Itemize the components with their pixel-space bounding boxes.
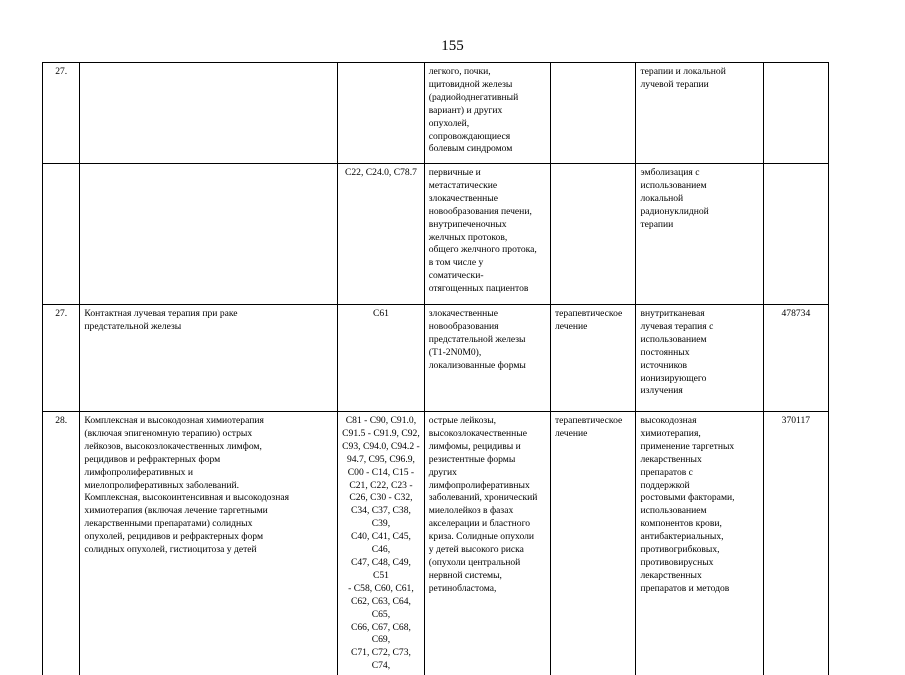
cost-cell <box>763 164 828 305</box>
row-number-cell <box>43 164 80 305</box>
procedure-name-cell <box>80 63 338 164</box>
procedure-name-cell: Комплексная и высокодозная химиотерапия (включая эпигеномную терапию) острых лейкозов, высокозлокачественных лимфом, рецидивов и рефрактерных форм лимфопролиферативных и миелопролиферативных заболеваний. Комплексная, высокоинтенсивная и высокодозная химиотерапия (включая лечение таргетными лекарственными препаратами) солидных опухолей, рецидивов и рефрактерных форм солидных опухолей, гистиоцитоза у детей <box>80 412 338 675</box>
treatment-type-cell: терапевтическое лечение <box>550 412 636 675</box>
row-number-cell: 27. <box>43 305 80 412</box>
medical-care-table <box>42 62 829 675</box>
row-number-cell: 28. <box>43 412 80 675</box>
table-row <box>43 164 829 305</box>
table-row <box>43 63 829 164</box>
treatment-type-cell: терапевтическое лечение <box>550 305 636 412</box>
treatment-method-cell: терапии и локальной лучевой терапии <box>636 63 763 164</box>
icd-codes-cell: C61 <box>338 305 425 412</box>
cost-cell <box>763 63 828 164</box>
procedure-name-cell <box>80 164 338 305</box>
disease-model-cell: острые лейкозы, высокозлокачественные лимфомы, рецидивы и резистентные формы других лимфопролиферативных заболеваний, хронический миелолейкоз в фазах акселерации и бластного криза. Солидные опухоли у детей высокого риска (опухоли центральной нервной системы, ретинобластома, <box>424 412 550 675</box>
icd-codes-cell: C81 - C90, C91.0, C91.5 - C91.9, C92, C93, C94.0, C94.2 - 94.7, C95, C96.9, C00 - C14, C15 - C21, C22, C23 - C26, C30 - C32, C34, C37, C38, C39, C40, C41, C45, C46, C47, C48, C49, C51 - C58, C60, C61, C62, C63, C64, C65, C66, C67, C68, C69, C71, C72, C73, C74, <box>338 412 425 675</box>
cost-cell: 370117 <box>763 412 828 675</box>
disease-model-cell: злокачественные новообразования предстательной железы (T1-2N0M0), локализованные формы <box>424 305 550 412</box>
disease-model-cell: первичные и метастатические злокачественные новообразования печени, внутрипеченочных желчных протоков, общего желчного протока, в том числе у соматически- отягощенных пациентов <box>424 164 550 305</box>
table-row <box>43 412 829 675</box>
treatment-type-cell <box>550 63 636 164</box>
treatment-method-cell: высокодозная химиотерапия, применение таргетных лекарственных препаратов с поддержкой ростовыми факторами, использованием компонентов крови, антибактериальных, противогрибковых, противовирусных лекарственных препаратов и методов <box>636 412 763 675</box>
treatment-method-cell: эмболизация с использованием локальной радионуклидной терапии <box>636 164 763 305</box>
disease-model-cell: легкого, почки, щитовидной железы (радиойоднегативный вариант) и других опухолей, сопровождающиеся болевым синдромом <box>424 63 550 164</box>
cost-cell: 478734 <box>763 305 828 412</box>
treatment-type-cell <box>550 164 636 305</box>
treatment-method-cell: внутритканевая лучевая терапия с использованием постоянных источников ионизирующего излучения <box>636 305 763 412</box>
procedure-name-cell: Контактная лучевая терапия при раке предстательной железы <box>80 305 338 412</box>
icd-codes-cell: C22, C24.0, C78.7 <box>338 164 425 305</box>
table-row <box>43 305 829 412</box>
icd-codes-cell <box>338 63 425 164</box>
page-number: 155 <box>0 38 905 55</box>
row-number-cell: 27. <box>43 63 80 164</box>
